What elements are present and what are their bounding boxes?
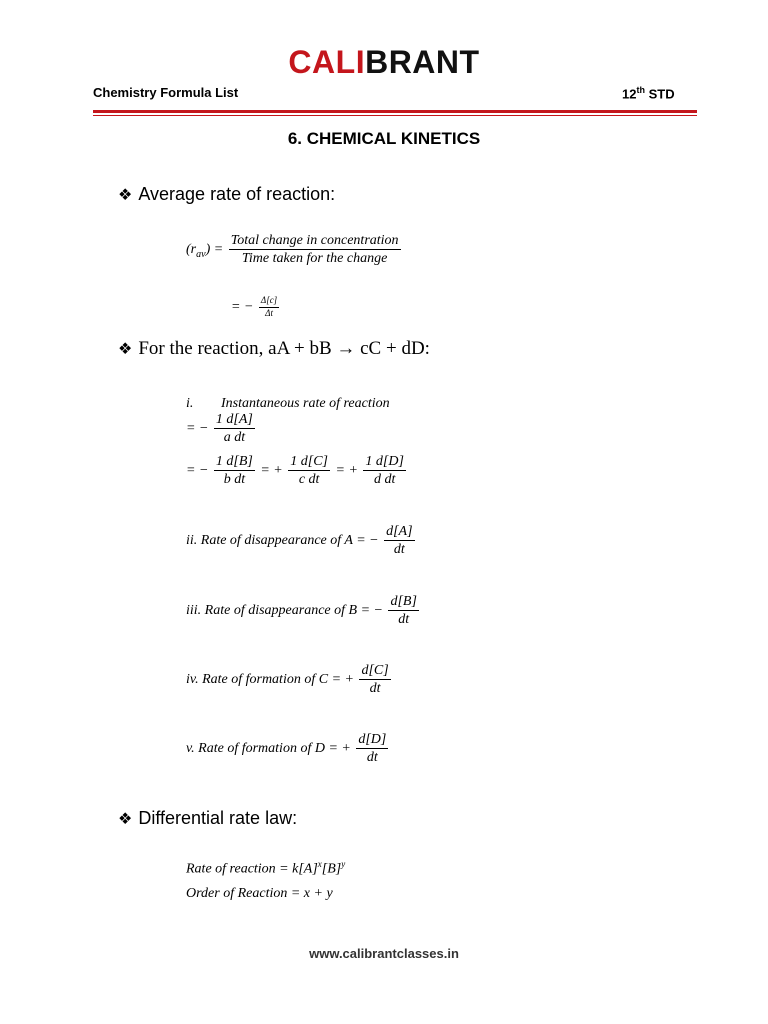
frac-numerator: d[C] [359, 663, 390, 680]
eq-text: iii. Rate of disappearance of B = − [186, 603, 383, 619]
frac-numerator: Total change in concentration [229, 233, 401, 250]
frac-numerator: d[D] [356, 732, 388, 749]
frac-denominator: dt [393, 542, 405, 558]
frac-numerator: Δ[c] [259, 296, 279, 308]
frac-numerator: 1 d[D] [363, 454, 406, 471]
exponent-y: y [341, 859, 346, 869]
section-rate-law-heading [118, 808, 297, 829]
section-title: Average rate of reaction: [138, 184, 336, 204]
header-rule-thin [93, 115, 697, 116]
fraction-delta-c [259, 296, 279, 319]
logo-part-brant: BRANT [365, 44, 480, 80]
section-average-rate-heading [118, 184, 335, 205]
fraction-dB-dt [388, 594, 418, 628]
eq-text: Rate of reaction = k[A] [186, 861, 318, 877]
eq-prefix: = − [186, 463, 209, 479]
item-i-text: Instantaneous rate of reaction [221, 396, 390, 411]
header-grade [622, 85, 675, 101]
eq-prefix: = − [186, 421, 209, 437]
eq-lhs-sub: av [196, 248, 206, 260]
eq-lhs: (r [186, 242, 197, 258]
frac-denominator: dt [369, 681, 381, 697]
diamond-bullet-icon: ❖ [118, 339, 133, 358]
brand-logo [0, 44, 768, 81]
frac-numerator: d[B] [388, 594, 418, 611]
equation-delta-c [231, 296, 281, 319]
eq-text: v. Rate of formation of D = + [186, 741, 351, 757]
section-title: Differential rate law: [138, 808, 298, 828]
frac-denominator: b dt [223, 472, 246, 488]
eq-text: iv. Rate of formation of C = + [186, 672, 354, 688]
fraction-average-rate [229, 233, 401, 267]
header-subject: Chemistry Formula List [93, 85, 239, 100]
section-title: For the reaction, aA + bB → cC + dD: [138, 338, 430, 359]
footer-website-link[interactable]: www.calibrantclasses.in [309, 946, 459, 961]
section-reaction-heading [118, 338, 430, 360]
eq-equals-plus: = + [260, 463, 283, 479]
equation-formation-c [186, 663, 393, 697]
equation-rate-bcd [186, 454, 408, 488]
equation-disappearance-b [186, 594, 421, 628]
chapter-title: 6. CHEMICAL KINETICS [287, 129, 481, 148]
equation-average-rate [186, 233, 403, 267]
eq-prefix: = − [231, 299, 254, 315]
grade-std: STD [644, 86, 675, 102]
fraction-rate-d [363, 454, 406, 488]
fraction-rate-a [214, 412, 255, 446]
frac-denominator: dt [398, 612, 410, 628]
equation-disappearance-a [186, 524, 417, 558]
frac-numerator: 1 d[C] [288, 454, 330, 471]
diamond-bullet-icon: ❖ [118, 185, 133, 204]
equation-rate-law [186, 859, 345, 878]
grade-suffix: th [636, 85, 645, 95]
equation-rate-a [186, 412, 257, 446]
fraction-rate-b [214, 454, 255, 488]
frac-denominator: Time taken for the change [241, 251, 388, 267]
fraction-dC-dt [359, 663, 390, 697]
frac-denominator: Δt [265, 307, 273, 318]
diamond-bullet-icon: ❖ [118, 809, 133, 828]
grade-number: 12 [622, 86, 637, 102]
frac-numerator: d[A] [384, 524, 414, 541]
eq-mid: [B] [321, 861, 342, 877]
eq-equals-plus: = + [335, 463, 358, 479]
frac-numerator: 1 d[B] [214, 454, 255, 471]
eq-lhs-close: ) = [205, 242, 224, 258]
fraction-rate-c [288, 454, 330, 488]
frac-denominator: d dt [373, 472, 396, 488]
exponent-x: x [317, 859, 322, 869]
frac-denominator: dt [366, 750, 378, 766]
frac-denominator: c dt [298, 472, 320, 488]
header-rule-thick [93, 110, 697, 113]
frac-numerator: 1 d[A] [214, 412, 255, 429]
logo-part-cali: CALI [288, 44, 366, 80]
frac-denominator: a dt [223, 430, 246, 446]
eq-text: ii. Rate of disappearance of A = − [186, 533, 379, 549]
fraction-dA-dt [384, 524, 414, 558]
item-i-label: i. [186, 396, 194, 411]
fraction-dD-dt [356, 732, 388, 766]
equation-order: Order of Reaction = x + y [186, 886, 333, 901]
equation-formation-d [186, 732, 390, 766]
